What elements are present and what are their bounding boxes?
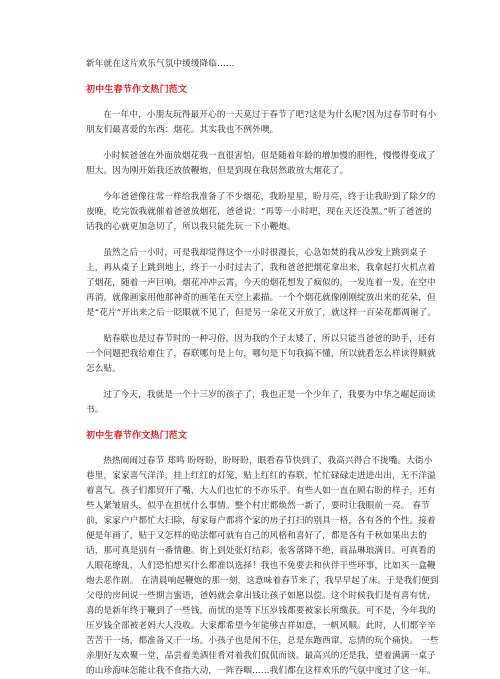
- section1-paragraph-6: 过了今天，我就是一个十三岁的孩子了，我也正是一个少年了，我要为中华之崛起而读书。: [86, 390, 436, 415]
- section1-heading: 初中生春节作文热门范文: [86, 85, 188, 95]
- section2-paragraph-1: 热热闹闹过春节 郑鸣 盼呀盼，盼呀盼，眼看春节快到了，我高兴得合不拢嘴。大街小巷里，家家喜气洋洋，挂上红红的灯笼，贴上红红的春联，忙忙碌碌走进进出出，无不洋溢着喜气。孩子们都贸开了嘴，大人们也忙的不亦乐乎。有些人如一直在顾右盼的样子，还有些人紧皱眉头，似乎在担忧什么事情。整个村庄都焕然一新了，要时让我眼前一亮。 春节前，家家户户都忙大扫除，每家每户都将个家的房子打扫的别具一格，各有各的个性。接着便是年画了，贴于又怎样的贴法都可就有自己的风格和喜好了，都是各有千秋如果出去的话，那可真是别有一番情趣。街上到处张灯结彩，张客落降不绝，商品琳琅满目。可真看的人眼花缭乱，人们恐怕想买什么都准以选择！我也不免要去和伙伴干些坏事，比如买一盒鞭炮去恶作剧。 在清晨响起鞭炮的那一刻，这意味着春节来了，我早早起了床。于是我们便到父母的房间说一些期言蜜语，爸妈就会拿出钱让孩子如愿以偿。这个时候我们是有喜有忧，喜的是新年终于鞭到了一些钱，而忧的是等下压岁钱都要被家长所缴获。可不是，今年我的压岁钱全部被老妈大人没收。大家都希望今年能够吉祥如意，一帆风顺。此时，人们都辛辛苦苦干一场，都准备又干一场。小孩子也是闲不住，总是东跑西窜，忘情的玩个痛快。 一些亲朋好友欢聚一堂，品尝着美酒佳肴对着我们侃侃而谈。最高兴的还是我，望着满满一桌子的山珍海味怎能让我不食指大动，一阵吞咽……我们都在这样欢乐的气氛中度过了这一年。: [86, 456, 439, 676]
- top-spacer: [86, 0, 440, 57]
- section1-paragraph-1: 在一年中，小朋友玩得最开心的一天莫过于春节了吧?这是为什么呢?因为过春节时有小朋友们最喜爱的东西：烟花。其实我也不例外噢。: [86, 110, 437, 135]
- section1-paragraph-3: 今年爸爸像往常一样给我准备了不少烟花，我盼星星，盼月亮，终于让我盼到了除夕的夜晚，吃完饭我就催着爸爸放烟花，爸爸说：“再等一小时吧，现在天还没黑。”听了爸爸的话我的心就更加急切了，所以我只能先玩一下小鞭炮。: [86, 192, 436, 232]
- section1-paragraph-5: 贴春联也是过春节时的一种习俗，因为我的个子太矮了，所以只能当爸爸的助手，还有一个问题把我给难住了，春联哪句是上句，哪句是下句我搞不懂，所以就看怎么样读得顺就怎么贴。: [86, 334, 436, 374]
- section1-paragraph-2: 小时候爸爸在外面放烟花我一直很害怕，但是随着年龄的增加慢的胆性，慢慢得变成了胆大。因为刚开始我还放放鞭炮，但是到现在我居然敢放大烟花了。: [86, 151, 436, 176]
- section2-heading: 初中生春节作文热门范文: [86, 431, 188, 441]
- intro-line: 新年就在这片欢乐气氛中缓缓降临……: [86, 59, 235, 69]
- section1-paragraph-4: 虽然之后一小时，可是我却觉得这个一小时很漫长，心急如焚的我从沙发上跳到桌子上，再从桌子上跳到地上，终于一小时过去了，我和爸爸把烟花拿出来，我拿起打火机点着了烟花，随着一声巨响，烟花冲冲云霄，今天的烟花想发了疯似的，一发连着一发，在空中再消，就像画家用他那神奇的画笔在天空上素描。一个个烟花就像刚刚绽放出来的花朵，但是“花片”开出来之后一眨眼就不见了，但是另一朵花又开放了，就这样一百朵花都凋谢了。: [86, 248, 437, 318]
